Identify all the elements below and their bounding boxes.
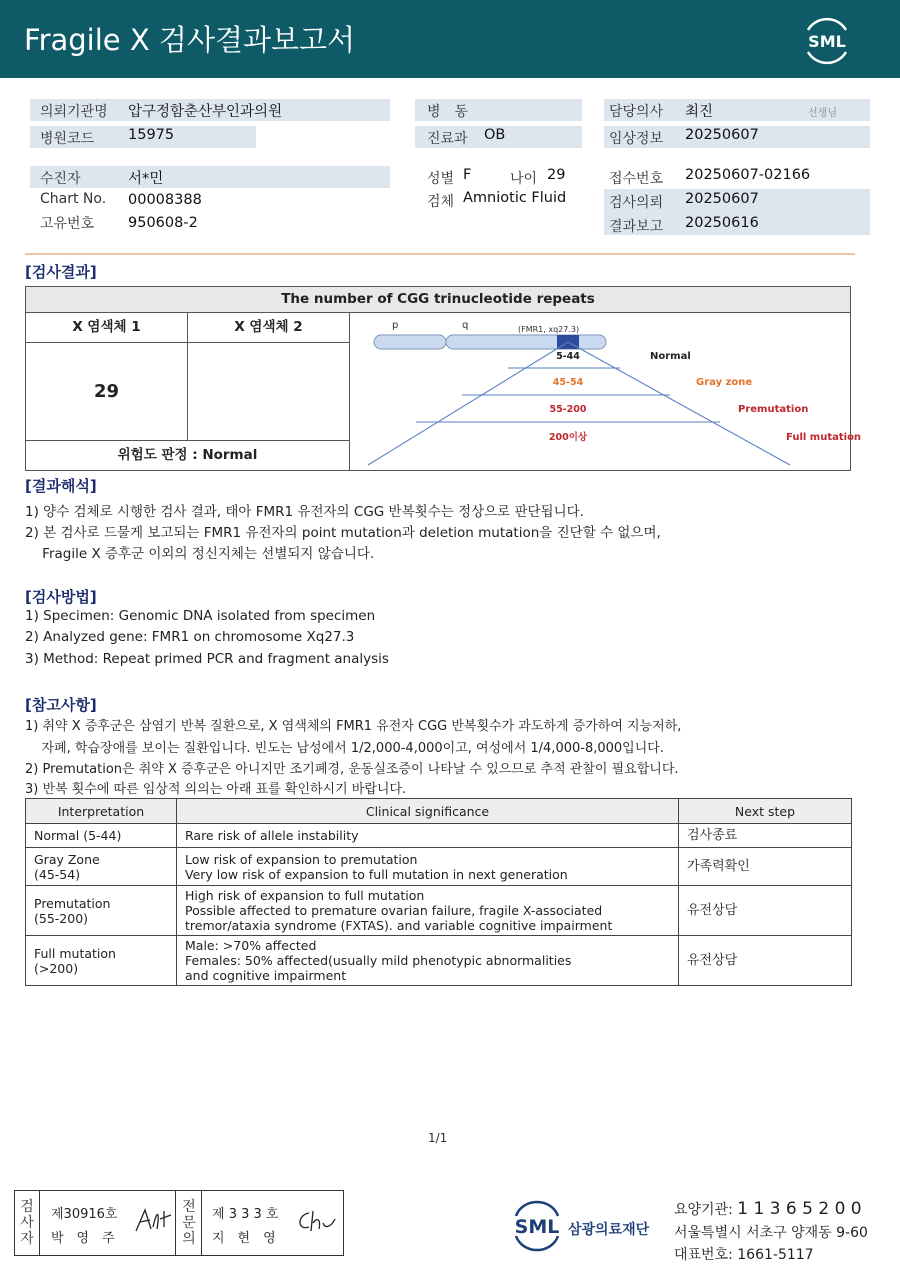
range-value-1: 45-54 — [552, 377, 584, 388]
sig-line: High risk of expansion to full mutation — [185, 888, 425, 903]
q-arm-label: q — [462, 320, 469, 331]
method-line-3: 3) Method: Repeat primed PCR and fragment analysis — [25, 651, 389, 667]
range-label-2: Premutation — [738, 404, 809, 415]
sig-line: and cognitive impairment — [185, 968, 347, 983]
examiner-number: 제30916호 — [51, 1207, 118, 1222]
clinical-label: 임상정보 — [609, 131, 664, 147]
x-chromosome-2-header: X 염색체 2 — [188, 313, 350, 343]
sig-cell — [177, 886, 679, 936]
institution-label: 의뢰기관명 — [40, 104, 108, 120]
age-label: 나이 — [510, 171, 538, 187]
risk-assessment: 위험도 판정 : Normal — [26, 440, 350, 470]
reference-line-3: 2) Premutation은 취약 X 증후군은 아니지만 조기폐경, 운동실조증이 나타날 수 있으므로 추적 관찰이 필요합니다. — [25, 762, 679, 777]
sig-cell — [177, 848, 679, 886]
method-line-1: 1) Specimen: Genomic DNA isolated from specimen — [25, 608, 376, 624]
header-interpretation: Interpretation — [26, 799, 177, 824]
specimen-label: 검체 — [427, 194, 455, 210]
clinical-significance-table — [25, 798, 852, 986]
range-label-0: Normal — [650, 351, 691, 362]
interpretation-title: [결과해석] — [25, 477, 97, 495]
receipt-label: 접수번호 — [609, 171, 664, 187]
specialist-signature-icon — [295, 1207, 339, 1235]
interp-line: (>200) — [34, 960, 79, 976]
range-label-1: Gray zone — [696, 377, 753, 388]
result-table — [25, 286, 862, 471]
chart-label: Chart No. — [40, 191, 107, 207]
interp-line: (55-200) — [34, 910, 89, 926]
report-title: Fragile X 검사결과보고서 — [24, 23, 356, 57]
interp-line: Premutation — [34, 895, 111, 911]
sig-cell — [177, 824, 679, 848]
organization-name: 삼광의료재단 — [568, 1222, 650, 1238]
interp-cell — [26, 886, 177, 936]
logo-text: SML — [808, 32, 846, 51]
interp-cell — [26, 848, 177, 886]
patient-bar — [30, 166, 390, 188]
p-arm-label: p — [392, 320, 399, 331]
sig-line: Females: 50% affected(usually mild phenotypic abnormalities — [185, 953, 572, 968]
next-step-cell: 검사종료 — [679, 824, 852, 848]
p-arm-shape — [374, 335, 446, 349]
ward-label: 병 동 — [427, 104, 469, 120]
sml-footer-logo-icon — [508, 1200, 566, 1250]
doctor-suffix: 선생님 — [808, 108, 837, 119]
hospital-code-label: 병원코드 — [40, 131, 95, 147]
divider — [25, 253, 855, 255]
interp-cell — [26, 824, 177, 848]
table-row — [26, 848, 852, 886]
report-value: 20250616 — [685, 215, 759, 231]
header-next-step: Next step — [679, 799, 852, 824]
report-label: 결과보고 — [609, 219, 664, 235]
header-clinical-significance: Clinical significance — [177, 799, 679, 824]
footer-logo-text: SML — [514, 1216, 560, 1238]
unique-value: 950608-2 — [128, 215, 198, 231]
sex-value: F — [463, 167, 472, 183]
chart-value: 00008388 — [128, 192, 202, 208]
interp-line: Full mutation — [34, 945, 116, 961]
sig-line: Rare risk of allele instability — [185, 828, 359, 843]
interpretation-line-2: 2) 본 검사로 드물게 보고되는 FMR1 유전자의 point mutation과 deletion mutation을 진단할 수 없으며, — [25, 525, 661, 541]
interpretation-line-1: 1) 양수 검체로 시행한 검사 결과, 태아 FMR1 유전자의 CGG 반복횟수는 정상으로 판단됩니다. — [25, 504, 584, 520]
institution-code-value: 1 1 3 6 5 2 0 0 — [737, 1199, 862, 1219]
result-section-title: [검사결과] — [25, 263, 97, 281]
organization-address: 서울특별시 서초구 양재동 9-60 — [674, 1225, 868, 1241]
patient-label: 수진자 — [40, 171, 81, 187]
request-value: 20250607 — [685, 191, 759, 207]
locus-label: (FMR1, xq27.3) — [518, 325, 580, 334]
x-chromosome-2-value — [188, 343, 350, 440]
specimen-value: Amniotic Fluid — [463, 190, 567, 206]
doctor-label: 담당의사 — [609, 104, 664, 120]
receipt-value: 20250607-02166 — [685, 167, 811, 183]
phone-label: 대표번호: — [674, 1247, 738, 1263]
patient-value: 서*민 — [128, 171, 164, 187]
range-label-3: Full mutation — [786, 432, 862, 443]
range-value-3: 200이상 — [548, 432, 588, 443]
reference-line-4: 3) 반복 횟수에 따른 임상적 의의는 아래 표를 확인하시기 바랍니다. — [25, 782, 407, 797]
sig-line: Low risk of expansion to premutation — [185, 851, 418, 867]
specialist-name: 지 현 영 — [212, 1231, 276, 1246]
sig-line: Male: >70% affected — [185, 938, 317, 953]
institution-value: 압구정함춘산부인과의원 — [128, 104, 283, 120]
interpretation-line-3: Fragile X 증후군 이외의 정신지체는 선별되지 않습니다. — [25, 546, 375, 562]
table-row — [26, 886, 852, 936]
interp-line: Normal (5-44) — [34, 828, 122, 843]
sig-line: Very low risk of expansion to full mutation in next generation — [185, 866, 568, 882]
specialist-number: 제 3 3 3 호 — [212, 1207, 279, 1222]
institution-code — [674, 1199, 862, 1219]
examiner-name: 박 영 주 — [51, 1231, 115, 1246]
sml-logo-icon — [798, 14, 856, 66]
sig-line: Possible affected to premature ovarian failure, fragile X-associated — [185, 903, 603, 918]
table-row — [26, 936, 852, 986]
institution-code-label: 요양기관: — [674, 1202, 738, 1218]
result-table-title: The number of CGG trinucleotide repeats — [26, 287, 850, 313]
examiner-signature-icon — [133, 1205, 175, 1235]
clinical-value: 20250607 — [685, 127, 759, 143]
sig-cell — [177, 936, 679, 986]
sex-label: 성별 — [427, 171, 455, 187]
doctor-value: 최진 — [685, 104, 714, 120]
reference-line-2: 자폐, 학습장애를 보이는 질환입니다. 빈도는 남성에서 1/2,000-4,000이고, 여성에서 1/4,000-8,000입니다. — [25, 741, 664, 756]
dept-value: OB — [484, 127, 506, 143]
interp-line: Gray Zone — [34, 851, 100, 867]
interp-cell — [26, 936, 177, 986]
request-label: 검사의뢰 — [609, 195, 664, 211]
next-step-cell: 유전상담 — [679, 936, 852, 986]
reference-line-1: 1) 취약 X 증후군은 삼염기 반복 질환으로, X 염색체의 FMR1 유전자 CGG 반복횟수가 과도하게 증가하여 지능저하, — [25, 719, 682, 734]
method-title: [검사방법] — [25, 588, 97, 606]
range-value-0: 5-44 — [556, 351, 580, 362]
organization-phone — [674, 1244, 814, 1264]
examiner-label: 검 사 자 — [20, 1199, 34, 1247]
x-chromosome-1-value: 29 — [26, 343, 188, 440]
unique-label: 고유번호 — [40, 216, 95, 232]
dept-label: 진료과 — [427, 131, 468, 147]
range-value-2: 55-200 — [549, 404, 587, 415]
hospital-code-value: 15975 — [128, 127, 175, 143]
interp-line: (45-54) — [34, 866, 81, 882]
q-arm-shape — [446, 335, 606, 349]
table-row — [26, 824, 852, 848]
method-line-2: 2) Analyzed gene: FMR1 on chromosome Xq27.3 — [25, 629, 355, 645]
page-number: 1/1 — [428, 1131, 448, 1145]
signature-box — [14, 1190, 344, 1256]
x-chromosome-1-header: X 염색체 1 — [26, 313, 188, 343]
specialist-label: 전 문 의 — [182, 1199, 196, 1247]
age-value: 29 — [547, 167, 566, 183]
phone-value: 1661-5117 — [737, 1247, 814, 1263]
reference-title: [참고사항] — [25, 696, 97, 714]
sig-line: tremor/ataxia syndrome (FXTAS). and variable cognitive impairment — [185, 918, 613, 933]
cgg-repeat-diagram — [350, 313, 862, 470]
next-step-cell: 유전상담 — [679, 886, 852, 936]
next-step-cell: 가족력확인 — [679, 848, 852, 886]
